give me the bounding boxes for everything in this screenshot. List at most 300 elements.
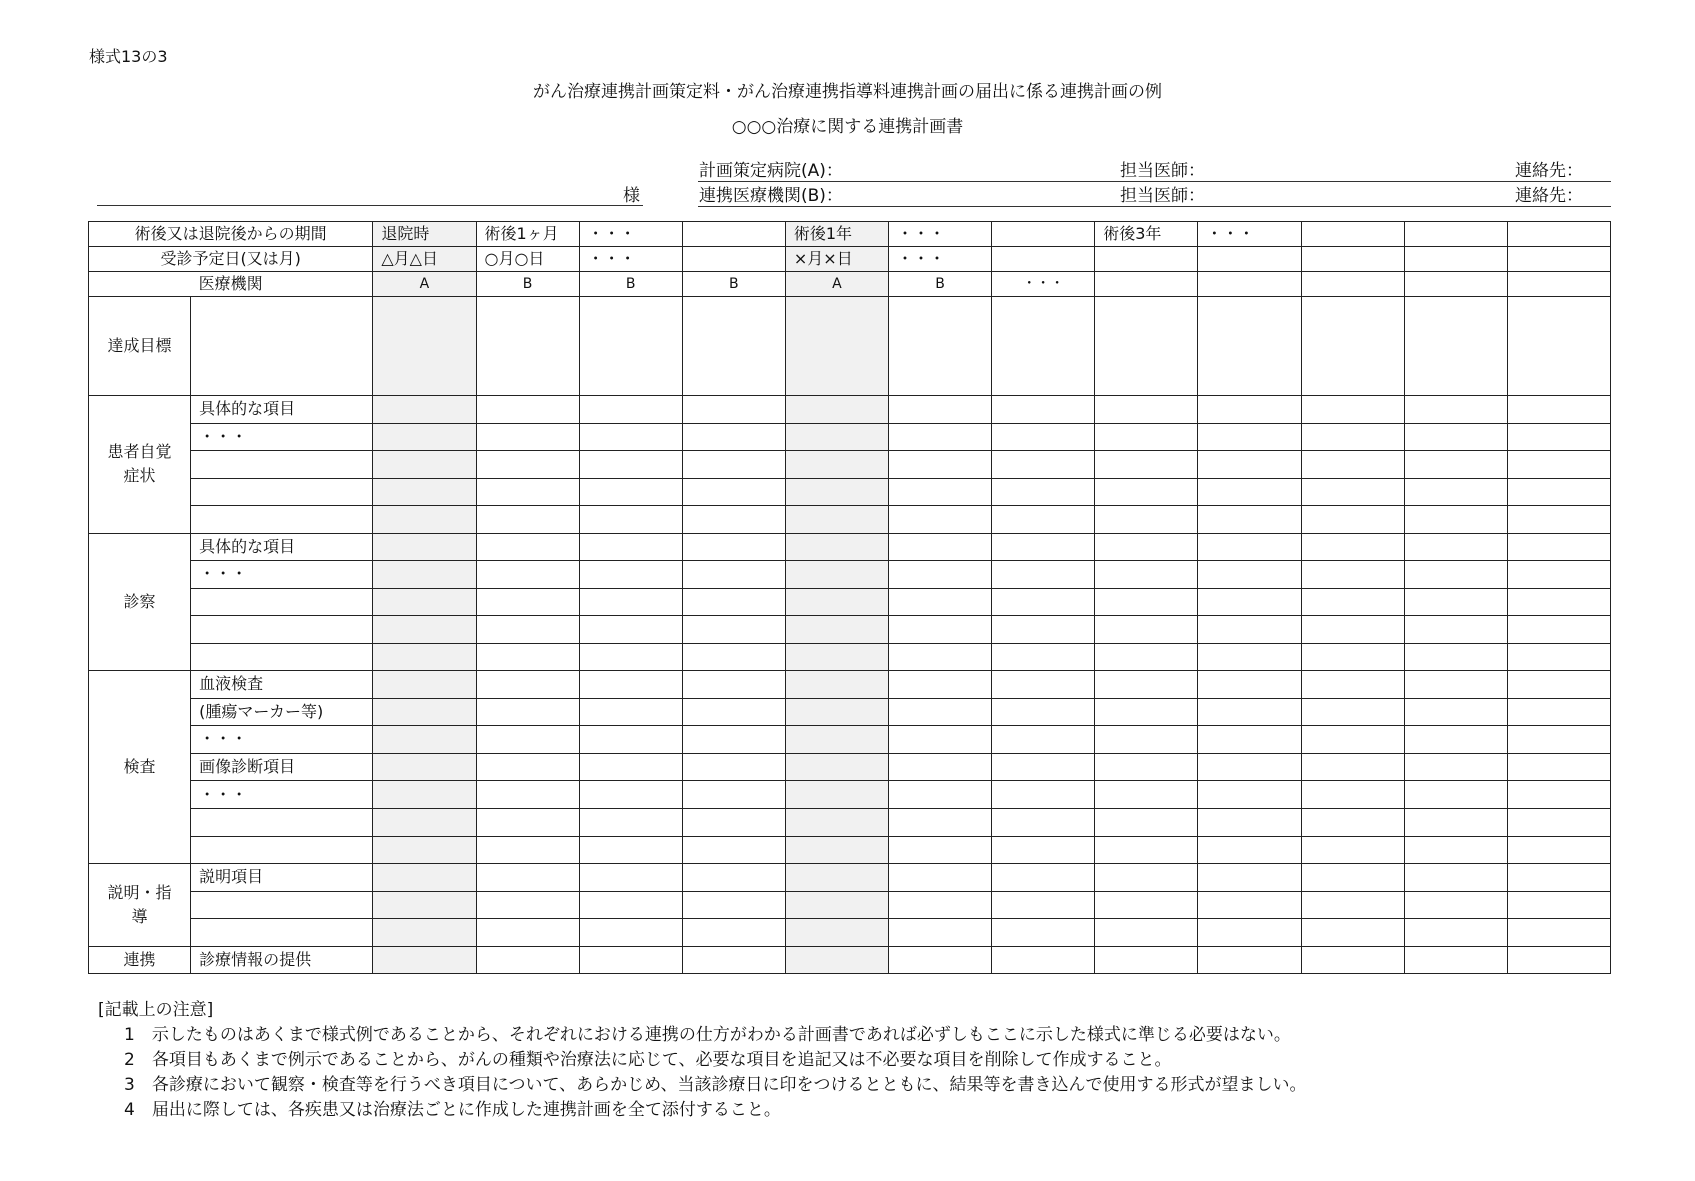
table-cell <box>579 506 682 534</box>
table-row <box>89 753 1611 781</box>
date-header: 受診予定日(又は月) <box>89 247 373 272</box>
doctor-b-label: 担当医師： <box>1120 186 1205 206</box>
table-cell <box>682 781 785 809</box>
table-cell <box>785 643 888 671</box>
table-cell <box>1095 396 1198 424</box>
table-cell <box>476 423 579 451</box>
table-cell: ・・・ <box>579 222 682 247</box>
contact-a-label: 連絡先： <box>1515 161 1583 181</box>
notes-heading: [記載上の注意] <box>98 1000 214 1020</box>
table-cell <box>1404 222 1507 247</box>
table-cell <box>373 506 476 534</box>
table-cell <box>579 726 682 754</box>
table-cell <box>682 698 785 726</box>
table-cell: ・・・ <box>992 272 1095 297</box>
table-row <box>89 643 1611 671</box>
table-cell <box>373 423 476 451</box>
table-cell <box>1507 247 1610 272</box>
table-cell <box>1301 561 1404 589</box>
table-cell <box>1198 781 1301 809</box>
row-item-label <box>191 919 373 947</box>
table-cell <box>579 808 682 836</box>
table-cell <box>1198 297 1301 396</box>
table-cell: ・・・ <box>1198 222 1301 247</box>
table-cell: ○月○日 <box>476 247 579 272</box>
table-row <box>89 698 1611 726</box>
table-cell <box>682 864 785 892</box>
table-cell <box>1404 891 1507 919</box>
table-row <box>89 588 1611 616</box>
table-cell <box>476 808 579 836</box>
table-cell <box>373 726 476 754</box>
table-cell <box>373 946 476 973</box>
table-cell <box>1507 836 1610 864</box>
table-cell <box>476 533 579 561</box>
table-cell <box>1198 726 1301 754</box>
table-cell <box>682 423 785 451</box>
table-cell <box>1198 616 1301 644</box>
table-cell <box>1404 396 1507 424</box>
table-cell <box>579 561 682 589</box>
table-row <box>89 451 1611 479</box>
table-cell <box>1404 533 1507 561</box>
table-cell <box>889 396 992 424</box>
row-item-label <box>191 643 373 671</box>
table-cell <box>1301 726 1404 754</box>
table-cell <box>1404 506 1507 534</box>
table-cell <box>785 864 888 892</box>
table-cell <box>1301 946 1404 973</box>
table-cell <box>682 297 785 396</box>
table-row <box>89 836 1611 864</box>
table-cell <box>682 533 785 561</box>
table-cell <box>992 478 1095 506</box>
table-cell <box>1198 891 1301 919</box>
test-category: 検査 <box>89 671 191 864</box>
table-cell <box>889 946 992 973</box>
table-cell <box>785 451 888 479</box>
table-cell <box>785 698 888 726</box>
table-cell <box>1198 423 1301 451</box>
table-cell <box>1404 781 1507 809</box>
table-cell <box>373 781 476 809</box>
table-cell <box>1507 272 1610 297</box>
table-cell <box>992 781 1095 809</box>
table-cell <box>1095 946 1198 973</box>
table-cell <box>992 919 1095 947</box>
table-cell <box>1095 423 1198 451</box>
table-cell <box>373 643 476 671</box>
table-cell <box>1404 726 1507 754</box>
table-cell <box>1507 919 1610 947</box>
table-cell <box>1095 836 1198 864</box>
table-cell <box>476 781 579 809</box>
table-cell <box>1507 451 1610 479</box>
table-cell <box>682 671 785 699</box>
table-cell <box>579 753 682 781</box>
table-cell <box>992 616 1095 644</box>
table-cell <box>373 919 476 947</box>
table-cell <box>1301 297 1404 396</box>
table-cell <box>992 698 1095 726</box>
table-cell <box>992 506 1095 534</box>
row-item-label <box>191 451 373 479</box>
table-cell <box>1301 272 1404 297</box>
table-cell: B <box>476 272 579 297</box>
table-cell <box>1301 864 1404 892</box>
table-row <box>89 478 1611 506</box>
table-cell <box>373 561 476 589</box>
table-cell <box>992 864 1095 892</box>
table-cell <box>785 836 888 864</box>
table-cell <box>1507 698 1610 726</box>
table-cell <box>579 698 682 726</box>
table-cell <box>1198 643 1301 671</box>
table-row <box>89 272 1611 297</box>
table-cell <box>1301 808 1404 836</box>
table-row <box>89 506 1611 534</box>
table-cell <box>785 297 888 396</box>
table-cell <box>682 808 785 836</box>
table-cell <box>1301 478 1404 506</box>
table-cell <box>579 478 682 506</box>
table-cell: ×月×日 <box>785 247 888 272</box>
table-cell <box>1198 836 1301 864</box>
doctor-a-label: 担当医師： <box>1120 161 1205 181</box>
table-cell <box>1301 222 1404 247</box>
table-cell <box>1404 753 1507 781</box>
table-cell <box>682 616 785 644</box>
table-cell <box>785 946 888 973</box>
table-cell <box>1301 396 1404 424</box>
table-cell <box>1404 671 1507 699</box>
table-cell <box>1198 272 1301 297</box>
table-row <box>89 297 1611 396</box>
table-cell <box>1198 533 1301 561</box>
table-cell <box>785 396 888 424</box>
table-cell <box>785 588 888 616</box>
table-cell <box>1404 836 1507 864</box>
table-cell: 術後1年 <box>785 222 888 247</box>
table-cell <box>992 643 1095 671</box>
table-cell <box>785 616 888 644</box>
table-cell: B <box>682 272 785 297</box>
table-cell <box>785 781 888 809</box>
table-cell <box>373 588 476 616</box>
table-cell <box>785 533 888 561</box>
table-cell <box>785 919 888 947</box>
table-cell <box>1095 671 1198 699</box>
table-cell <box>476 946 579 973</box>
table-cell <box>1507 396 1610 424</box>
table-cell <box>889 643 992 671</box>
table-cell <box>992 946 1095 973</box>
table-row <box>89 247 1611 272</box>
table-cell <box>1404 919 1507 947</box>
row-item-label <box>191 588 373 616</box>
table-cell <box>1507 222 1610 247</box>
table-cell <box>1198 946 1301 973</box>
table-cell <box>579 643 682 671</box>
table-cell <box>1095 864 1198 892</box>
table-cell <box>992 423 1095 451</box>
table-cell <box>579 781 682 809</box>
row-item-label <box>191 616 373 644</box>
patient-name-line <box>97 205 643 206</box>
table-cell <box>1404 272 1507 297</box>
row-item-label <box>191 478 373 506</box>
exam-category: 診察 <box>89 533 191 671</box>
table-cell <box>1095 616 1198 644</box>
table-cell <box>1095 506 1198 534</box>
table-row <box>89 781 1611 809</box>
table-cell <box>476 297 579 396</box>
table-cell <box>682 478 785 506</box>
table-cell: ・・・ <box>579 247 682 272</box>
header-line-b <box>698 206 1611 207</box>
table-cell <box>373 698 476 726</box>
table-cell <box>476 671 579 699</box>
table-cell <box>785 891 888 919</box>
row-item-label: (腫瘍マーカー等) <box>191 698 373 726</box>
table-cell <box>476 451 579 479</box>
table-cell <box>1404 808 1507 836</box>
symptoms-category: 患者自覚症状 <box>89 396 191 534</box>
table-cell <box>1198 478 1301 506</box>
table-cell <box>1301 698 1404 726</box>
table-cell <box>579 396 682 424</box>
table-cell: 術後3年 <box>1095 222 1198 247</box>
row-item-label: 具体的な項目 <box>191 396 373 424</box>
table-cell <box>476 753 579 781</box>
row-item-label: ・・・ <box>191 781 373 809</box>
table-cell: 術後1ヶ月 <box>476 222 579 247</box>
table-row <box>89 726 1611 754</box>
row-item-label <box>191 506 373 534</box>
table-cell <box>1301 919 1404 947</box>
table-cell <box>1095 297 1198 396</box>
table-cell <box>476 643 579 671</box>
row-item-label: 具体的な項目 <box>191 533 373 561</box>
table-cell <box>1095 919 1198 947</box>
table-cell <box>992 836 1095 864</box>
row-item-label <box>191 808 373 836</box>
table-cell <box>1404 478 1507 506</box>
table-cell <box>579 451 682 479</box>
row-item-label: 画像診断項目 <box>191 753 373 781</box>
table-cell: B <box>579 272 682 297</box>
table-cell <box>1507 808 1610 836</box>
table-cell: 退院時 <box>373 222 476 247</box>
table-cell <box>373 891 476 919</box>
table-cell <box>1404 864 1507 892</box>
contact-b-label: 連絡先： <box>1515 186 1583 206</box>
table-cell <box>889 423 992 451</box>
table-cell: A <box>785 272 888 297</box>
table-cell <box>889 698 992 726</box>
row-item-label: ・・・ <box>191 423 373 451</box>
table-cell <box>579 533 682 561</box>
table-cell <box>1095 891 1198 919</box>
table-cell <box>1507 781 1610 809</box>
table-row <box>89 423 1611 451</box>
table-cell <box>1301 671 1404 699</box>
table-cell <box>1095 561 1198 589</box>
table-cell <box>992 297 1095 396</box>
table-cell <box>682 753 785 781</box>
document-subtitle: ○○○治療に関する連携計画書 <box>731 117 964 137</box>
table-cell <box>1198 919 1301 947</box>
table-cell <box>682 396 785 424</box>
table-cell <box>1095 533 1198 561</box>
table-cell <box>1404 616 1507 644</box>
table-cell <box>1507 423 1610 451</box>
table-cell <box>682 643 785 671</box>
table-cell <box>1095 478 1198 506</box>
table-cell <box>682 891 785 919</box>
table-cell <box>579 297 682 396</box>
table-cell <box>1198 396 1301 424</box>
table-row <box>89 561 1611 589</box>
row-item-label: ・・・ <box>191 726 373 754</box>
table-cell <box>682 247 785 272</box>
table-cell <box>1095 753 1198 781</box>
table-cell <box>682 561 785 589</box>
table-cell <box>1198 864 1301 892</box>
coop-category: 連携 <box>89 946 191 973</box>
goal-category: 達成目標 <box>89 297 191 396</box>
table-cell <box>476 864 579 892</box>
table-cell: △月△日 <box>373 247 476 272</box>
table-cell <box>1095 643 1198 671</box>
table-cell <box>889 451 992 479</box>
table-row <box>89 533 1611 561</box>
table-cell <box>785 671 888 699</box>
table-cell <box>1198 671 1301 699</box>
table-cell <box>579 423 682 451</box>
table-cell <box>889 478 992 506</box>
table-cell <box>373 836 476 864</box>
table-cell <box>1507 478 1610 506</box>
table-cell <box>889 919 992 947</box>
care-plan-table <box>88 221 1611 974</box>
table-cell <box>992 561 1095 589</box>
row-item-label: 診療情報の提供 <box>191 946 373 973</box>
table-cell <box>682 919 785 947</box>
document-title: がん治療連携計画策定料・がん治療連携指導料連携計画の届出に係る連携計画の例 <box>533 82 1162 102</box>
table-cell <box>1404 588 1507 616</box>
table-cell <box>1095 808 1198 836</box>
table-cell: A <box>373 272 476 297</box>
table-cell: B <box>889 272 992 297</box>
table-cell <box>1301 247 1404 272</box>
table-cell <box>1404 247 1507 272</box>
table-cell <box>992 726 1095 754</box>
table-cell <box>1301 643 1404 671</box>
table-cell <box>373 864 476 892</box>
table-cell <box>373 297 476 396</box>
table-cell <box>373 808 476 836</box>
table-cell <box>889 836 992 864</box>
table-row <box>89 222 1611 247</box>
table-cell <box>1507 864 1610 892</box>
table-cell <box>373 671 476 699</box>
table-cell <box>785 478 888 506</box>
table-row <box>89 396 1611 424</box>
table-cell <box>785 423 888 451</box>
table-cell <box>476 698 579 726</box>
table-cell <box>682 726 785 754</box>
table-cell <box>1095 698 1198 726</box>
table-cell <box>682 588 785 616</box>
table-cell <box>1507 616 1610 644</box>
table-cell <box>579 616 682 644</box>
table-cell <box>579 919 682 947</box>
table-cell <box>682 836 785 864</box>
explain-category: 説明・指導 <box>89 864 191 947</box>
table-cell <box>1507 726 1610 754</box>
table-cell <box>1404 423 1507 451</box>
table-cell <box>1507 753 1610 781</box>
table-cell <box>992 588 1095 616</box>
row-item-label <box>191 836 373 864</box>
table-cell <box>1404 946 1507 973</box>
row-item-label <box>191 891 373 919</box>
table-cell <box>1198 588 1301 616</box>
table-cell <box>1404 643 1507 671</box>
table-cell <box>1301 451 1404 479</box>
table-cell <box>682 451 785 479</box>
table-cell <box>1198 561 1301 589</box>
table-cell <box>476 919 579 947</box>
table-row <box>89 946 1611 973</box>
table-cell <box>992 396 1095 424</box>
table-cell <box>1404 561 1507 589</box>
table-cell <box>889 864 992 892</box>
header-line-a <box>698 181 1611 182</box>
note-item: 4 届出に際しては、各疾患又は治療法ごとに作成した連携計画を全て添付すること。 <box>124 1100 781 1120</box>
table-cell <box>579 588 682 616</box>
table-cell <box>1198 506 1301 534</box>
table-cell <box>992 808 1095 836</box>
table-cell <box>476 616 579 644</box>
table-cell <box>1404 451 1507 479</box>
table-cell <box>1095 726 1198 754</box>
table-cell <box>1301 588 1404 616</box>
table-cell <box>889 561 992 589</box>
table-cell <box>1095 588 1198 616</box>
table-cell <box>579 836 682 864</box>
table-cell <box>373 533 476 561</box>
table-cell <box>476 396 579 424</box>
table-cell <box>579 864 682 892</box>
table-cell <box>476 836 579 864</box>
table-cell <box>889 891 992 919</box>
table-cell <box>1301 781 1404 809</box>
table-cell <box>1198 698 1301 726</box>
patient-suffix: 様 <box>623 186 640 206</box>
table-cell <box>373 396 476 424</box>
table-cell <box>889 808 992 836</box>
table-row <box>89 808 1611 836</box>
form-number: 様式13の3 <box>89 47 168 66</box>
row-item-label: 説明項目 <box>191 864 373 892</box>
table-cell <box>1095 451 1198 479</box>
table-cell <box>992 533 1095 561</box>
table-cell <box>992 451 1095 479</box>
table-cell <box>889 726 992 754</box>
table-cell <box>992 753 1095 781</box>
